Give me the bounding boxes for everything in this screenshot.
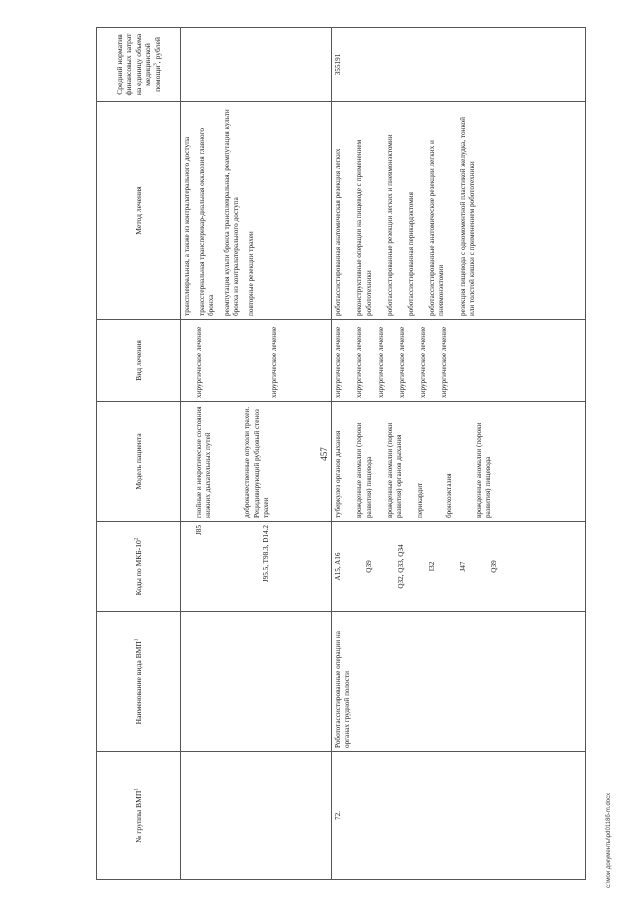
patient-model-text: врожденные аномалии (пороки развития) органов дыхания (385, 422, 404, 518)
method-text: роботассистированная перикардэктомия (407, 192, 416, 316)
table-row-group-72 (332, 28, 586, 880)
icd-code: A15, A16 (334, 552, 343, 581)
cell-group-number: 72. (332, 752, 586, 880)
icd-code: Q39 (365, 560, 374, 573)
procedures-table-container (96, 28, 586, 880)
cell-treatment-type (332, 320, 586, 402)
patient-model-text: врожденные аномалии (пороки развития) пищевода (355, 422, 373, 518)
cell-avg-cost: 355191 (332, 28, 586, 102)
footer-file-path: c:\мои документы\pd0118б-m.docx (606, 792, 612, 888)
method-text: роботассистированные резекции легких и пневмонэктомии (385, 134, 394, 316)
method-text: трансплевральная, а также из контралатерального доступа (183, 136, 191, 316)
header-group-number: № группы ВМП$^1$ (97, 752, 181, 880)
header-treatment-method: Метод лечения (97, 102, 181, 320)
cell-patient-model (181, 402, 332, 522)
treatment-type-text: хирургическое лечение (270, 326, 279, 398)
cell-icd-codes (181, 522, 332, 612)
method-text: резекция пищевода с одномоментной пластикой желудка, тонкой или толстой кишки с применением робототехники (458, 117, 476, 316)
treatment-type-text: хирургическое лечение (397, 326, 406, 398)
icd-code: J95.5, T98.3, D14.2 (262, 525, 271, 583)
cell-patient-model (332, 402, 586, 522)
cell-avg-cost-empty (181, 28, 332, 102)
icd-code: I32 (427, 561, 436, 572)
icd-code: Q32, Q33, Q34 (396, 544, 405, 589)
header-patient-model: Модель пациента (97, 402, 181, 522)
cell-icd-codes (332, 522, 586, 612)
cell-group-number-empty (181, 752, 332, 880)
patient-model-text: гнойные и некротические состояния нижних дыхательных путей (195, 406, 213, 518)
header-vmp-name: Наименование вида ВМП$^1$ (97, 612, 181, 752)
method-text: роботассистированные анатомические резекции легких и пневмонэктомии (428, 140, 446, 316)
icd-code: J47 (459, 561, 468, 572)
table-row-continued (181, 28, 332, 880)
patient-model-text: перикардит (416, 482, 425, 518)
cell-vmp-name-empty (181, 612, 332, 752)
header-treatment-type: Вид лечения (97, 320, 181, 402)
patient-model-text: туберкулез органов дыхания (334, 430, 343, 518)
treatment-type-text: хирургическое лечение (419, 326, 428, 398)
treatment-type-text: хирургическое лечение (440, 326, 449, 398)
header-icd-codes: Коды по МКБ-$10^2$ (97, 522, 181, 612)
method-text: реампутация культи бронха трансплевральная, реампутация культи бронха из контралатерального доступа (222, 109, 240, 316)
method-text: трансстернальная трансперикар-диальная окклюзия главного бронха (198, 128, 216, 316)
icd-code: J85 (195, 525, 203, 535)
method-text: повторные резекции трахеи (247, 231, 256, 316)
patient-model-text: доброкачественные опухоли трахеи. Рецидивирующий рубцовый стеноз трахеи (243, 406, 270, 518)
cell-treatment-method (332, 102, 586, 320)
icd-code: Q39 (490, 560, 499, 573)
cell-vmp-name: Робототассистированные операции на органах грудной полости (332, 612, 586, 752)
page-number: 457 (319, 447, 329, 461)
table-header-row (97, 28, 181, 880)
patient-model-text: врожденные аномалии (пороки развития) пищевода (474, 422, 492, 518)
patient-model-text: бронхоэктазия (445, 473, 454, 518)
treatment-type-text: хирургическое лечение (355, 326, 364, 398)
header-avg-cost: Средний норматив финансовых затрат на единицу объема медицинской помощи$^3$, рублей (97, 28, 181, 102)
method-text: роботассистированная анатомическая резекция легких (334, 148, 343, 316)
treatment-type-text: хирургическое лечение (376, 326, 385, 398)
method-text: реконструктивные операции на пищеводе с применением робототехники (355, 139, 373, 316)
cell-treatment-method (181, 102, 332, 320)
procedures-table (96, 27, 586, 880)
treatment-type-text: хирургическое лечение (334, 326, 343, 398)
cell-treatment-type (181, 320, 332, 402)
treatment-type-text: хирургическое лечение (195, 326, 203, 398)
